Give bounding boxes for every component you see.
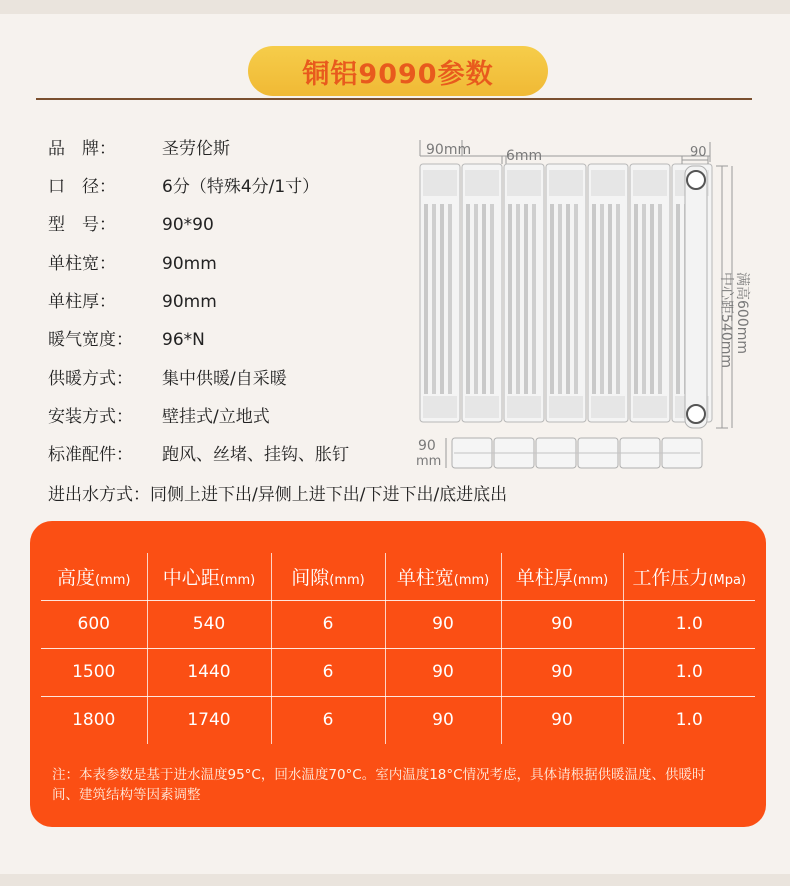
cell-working-pressure: 1.0 [675, 710, 703, 731]
flow-value: 同侧上进下出/异侧上进下出/下进下出/底进底出 [150, 485, 508, 505]
radiator-column [420, 164, 460, 422]
spec-row-accessories [48, 440, 349, 470]
table-row [41, 696, 755, 744]
spec-key: 单柱宽： [48, 254, 116, 274]
spec-key: 品 牌： [48, 139, 116, 159]
spec-value: 90mm [162, 254, 217, 274]
header-column-width: 单柱宽(mm) [385, 553, 501, 600]
bottom-view [446, 438, 702, 468]
spec-value: 6分（特殊4分/1寸） [162, 177, 320, 197]
cell-height: 600 [41, 600, 147, 648]
spec-value: 90*90 [162, 215, 214, 235]
header-working-pressure: 工作压力(Mpa) [623, 553, 755, 600]
header-center-distance: 中心距(mm) [147, 553, 271, 600]
spec-value: 圣劳伦斯 [162, 139, 230, 159]
cell-column-thickness: 90 [501, 648, 623, 696]
cell-working-pressure: 1.0 [623, 648, 755, 696]
radiator-column [462, 164, 502, 422]
spec-row-install-mode [48, 402, 270, 432]
cell-center-distance: 1740 [147, 696, 271, 744]
side-top-label: 90 [690, 145, 707, 160]
cell-gap: 6 [271, 600, 385, 648]
cell-center-distance: 1440 [147, 648, 271, 696]
bottom-label-1: 90 [418, 438, 436, 454]
spec-value: 壁挂式/立地式 [162, 407, 270, 427]
radiator-column [504, 164, 544, 422]
spec-row-radiator-width [48, 325, 205, 355]
footnote: 注：本表参数是基于进水温度95°C，回水温度70°C。室内温度18°C情况考虑，具体请根据供暖温度、供暖时间、建筑结构等因素调整 [52, 767, 706, 803]
spec-value: 跑风、丝堵、挂钩、胀钉 [162, 445, 349, 465]
spec-row-column-width [48, 249, 217, 279]
spec-key: 标准配件： [48, 445, 133, 465]
spec-row-heating-mode [48, 364, 287, 394]
spec-row-brand [48, 134, 230, 164]
width-label: 90mm [426, 142, 472, 158]
radiator-diagram [410, 134, 770, 474]
table-row [41, 648, 755, 696]
cell-column-width: 90 [385, 696, 501, 744]
radiator-columns [420, 164, 712, 422]
spec-value: 90mm [162, 292, 217, 312]
spec-row-model [48, 210, 214, 240]
bottom-label-2: mm [416, 454, 442, 469]
table-row [41, 600, 755, 648]
gap-label: 6mm [506, 148, 543, 164]
spec-key: 供暖方式： [48, 369, 133, 389]
spec-key: 安装方式： [48, 407, 133, 427]
radiator-column [588, 164, 628, 422]
spec-key: 暖气宽度： [48, 330, 133, 350]
title-divider [36, 98, 752, 100]
radiator-column [546, 164, 586, 422]
cell-gap: 6 [271, 696, 385, 744]
table-header-row [41, 553, 755, 600]
water-flow-row [48, 480, 507, 510]
spec-value: 96*N [162, 330, 205, 350]
bottom-band [0, 874, 790, 886]
center-distance-label: 中心距540mm [718, 272, 734, 368]
cell-column-width: 90 [385, 648, 501, 696]
cell-gap: 6 [271, 648, 385, 696]
cell-column-width: 90 [385, 600, 501, 648]
spec-row-column-thickness [48, 287, 217, 317]
spec-key: 型 号： [48, 215, 116, 235]
full-height-label: 满高600mm [734, 272, 750, 354]
cell-column-thickness: 90 [501, 696, 623, 744]
cell-height: 1500 [41, 648, 147, 696]
cell-height: 1800 [41, 696, 147, 744]
spec-value: 集中供暖/自采暖 [162, 369, 287, 389]
radiator-column [630, 164, 670, 422]
header-gap: 间隙(mm) [271, 553, 385, 600]
spec-key: 单柱厚： [48, 292, 116, 312]
header-height: 高度(mm) [41, 553, 147, 600]
page-title: 铜铝9090参数 [248, 46, 548, 96]
spec-table-panel [30, 521, 766, 827]
spec-table-wrap [41, 553, 755, 773]
spec-row-caliber [48, 172, 319, 202]
cell-working-pressure: 1.0 [623, 600, 755, 648]
spec-table [41, 553, 755, 744]
header-column-thickness: 单柱厚(mm) [501, 553, 623, 600]
cell-center-distance: 540 [147, 600, 271, 648]
flow-key: 进出水方式： [48, 485, 150, 505]
cell-column-thickness: 90 [501, 600, 623, 648]
top-band [0, 0, 790, 14]
spec-key: 口 径： [48, 177, 116, 197]
